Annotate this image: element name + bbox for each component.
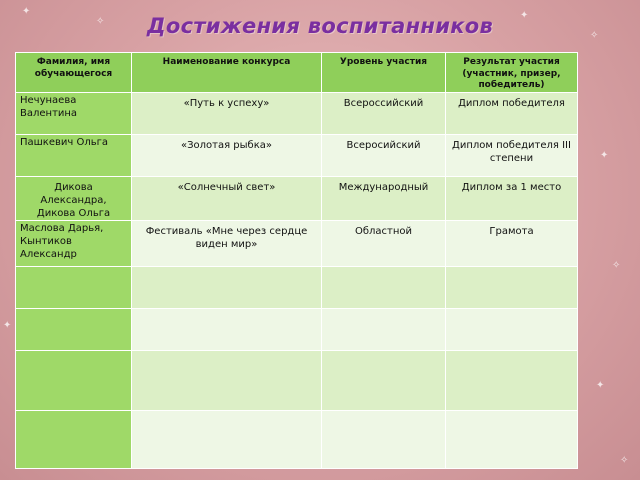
student-name-cell: Дикова Александра, Дикова Ольга — [16, 177, 132, 221]
student-name-cell: Пашкевич Ольга — [16, 135, 132, 177]
result-cell: Диплом победителя III степени — [446, 135, 578, 177]
sparkle-icon: ✧ — [620, 455, 629, 466]
table-row — [16, 411, 578, 469]
level-cell: Международный — [322, 177, 446, 221]
contest-name-cell — [132, 411, 322, 469]
contest-name-cell: «Солнечный свет» — [132, 177, 322, 221]
sparkle-icon: ✧ — [96, 16, 105, 27]
result-cell — [446, 309, 578, 351]
level-cell — [322, 411, 446, 469]
table-row — [16, 221, 578, 267]
header-participation-result: Результат участия (участник, призер, победитель) — [446, 53, 578, 93]
sparkle-icon: ✦ — [520, 10, 529, 21]
result-cell — [446, 351, 578, 411]
contest-name-cell — [132, 351, 322, 411]
sparkle-icon: ✦ — [3, 320, 12, 331]
result-cell: Грамота — [446, 221, 578, 267]
achievements-table — [15, 52, 578, 469]
level-cell: Всероссийский — [322, 93, 446, 135]
contest-name-cell — [132, 309, 322, 351]
table-row — [16, 93, 578, 135]
contest-name-cell: Фестиваль «Мне через сердце виден мир» — [132, 221, 322, 267]
contest-name-cell: «Путь к успеху» — [132, 93, 322, 135]
sparkle-icon: ✦ — [596, 380, 605, 391]
student-name-cell: Маслова Дарья, Кынтиков Александр — [16, 221, 132, 267]
level-cell — [322, 267, 446, 309]
table-row — [16, 309, 578, 351]
level-cell — [322, 351, 446, 411]
table-row — [16, 135, 578, 177]
result-cell — [446, 267, 578, 309]
table-header-row — [16, 53, 578, 93]
student-name-cell — [16, 309, 132, 351]
student-name-cell — [16, 267, 132, 309]
student-name-cell — [16, 411, 132, 469]
level-cell: Всеросийский — [322, 135, 446, 177]
header-participation-level: Уровень участия — [322, 53, 446, 93]
page-title: Достижения воспитанников — [146, 14, 494, 38]
sparkle-icon: ✦ — [22, 6, 31, 17]
student-name-cell: Нечунаева Валентина — [16, 93, 132, 135]
sparkle-icon: ✧ — [612, 260, 621, 271]
table-row — [16, 267, 578, 309]
result-cell: Диплом за 1 место — [446, 177, 578, 221]
result-cell: Диплом победителя — [446, 93, 578, 135]
student-name-cell — [16, 351, 132, 411]
level-cell: Областной — [322, 221, 446, 267]
level-cell — [322, 309, 446, 351]
table-row — [16, 177, 578, 221]
contest-name-cell — [132, 267, 322, 309]
sparkle-icon: ✧ — [590, 30, 599, 41]
sparkle-icon: ✦ — [600, 150, 609, 161]
contest-name-cell: «Золотая рыбка» — [132, 135, 322, 177]
result-cell — [446, 411, 578, 469]
table-row — [16, 351, 578, 411]
header-student-name: Фамилия, имя обучающегося — [16, 53, 132, 93]
header-contest-name: Наименование конкурса — [132, 53, 322, 93]
